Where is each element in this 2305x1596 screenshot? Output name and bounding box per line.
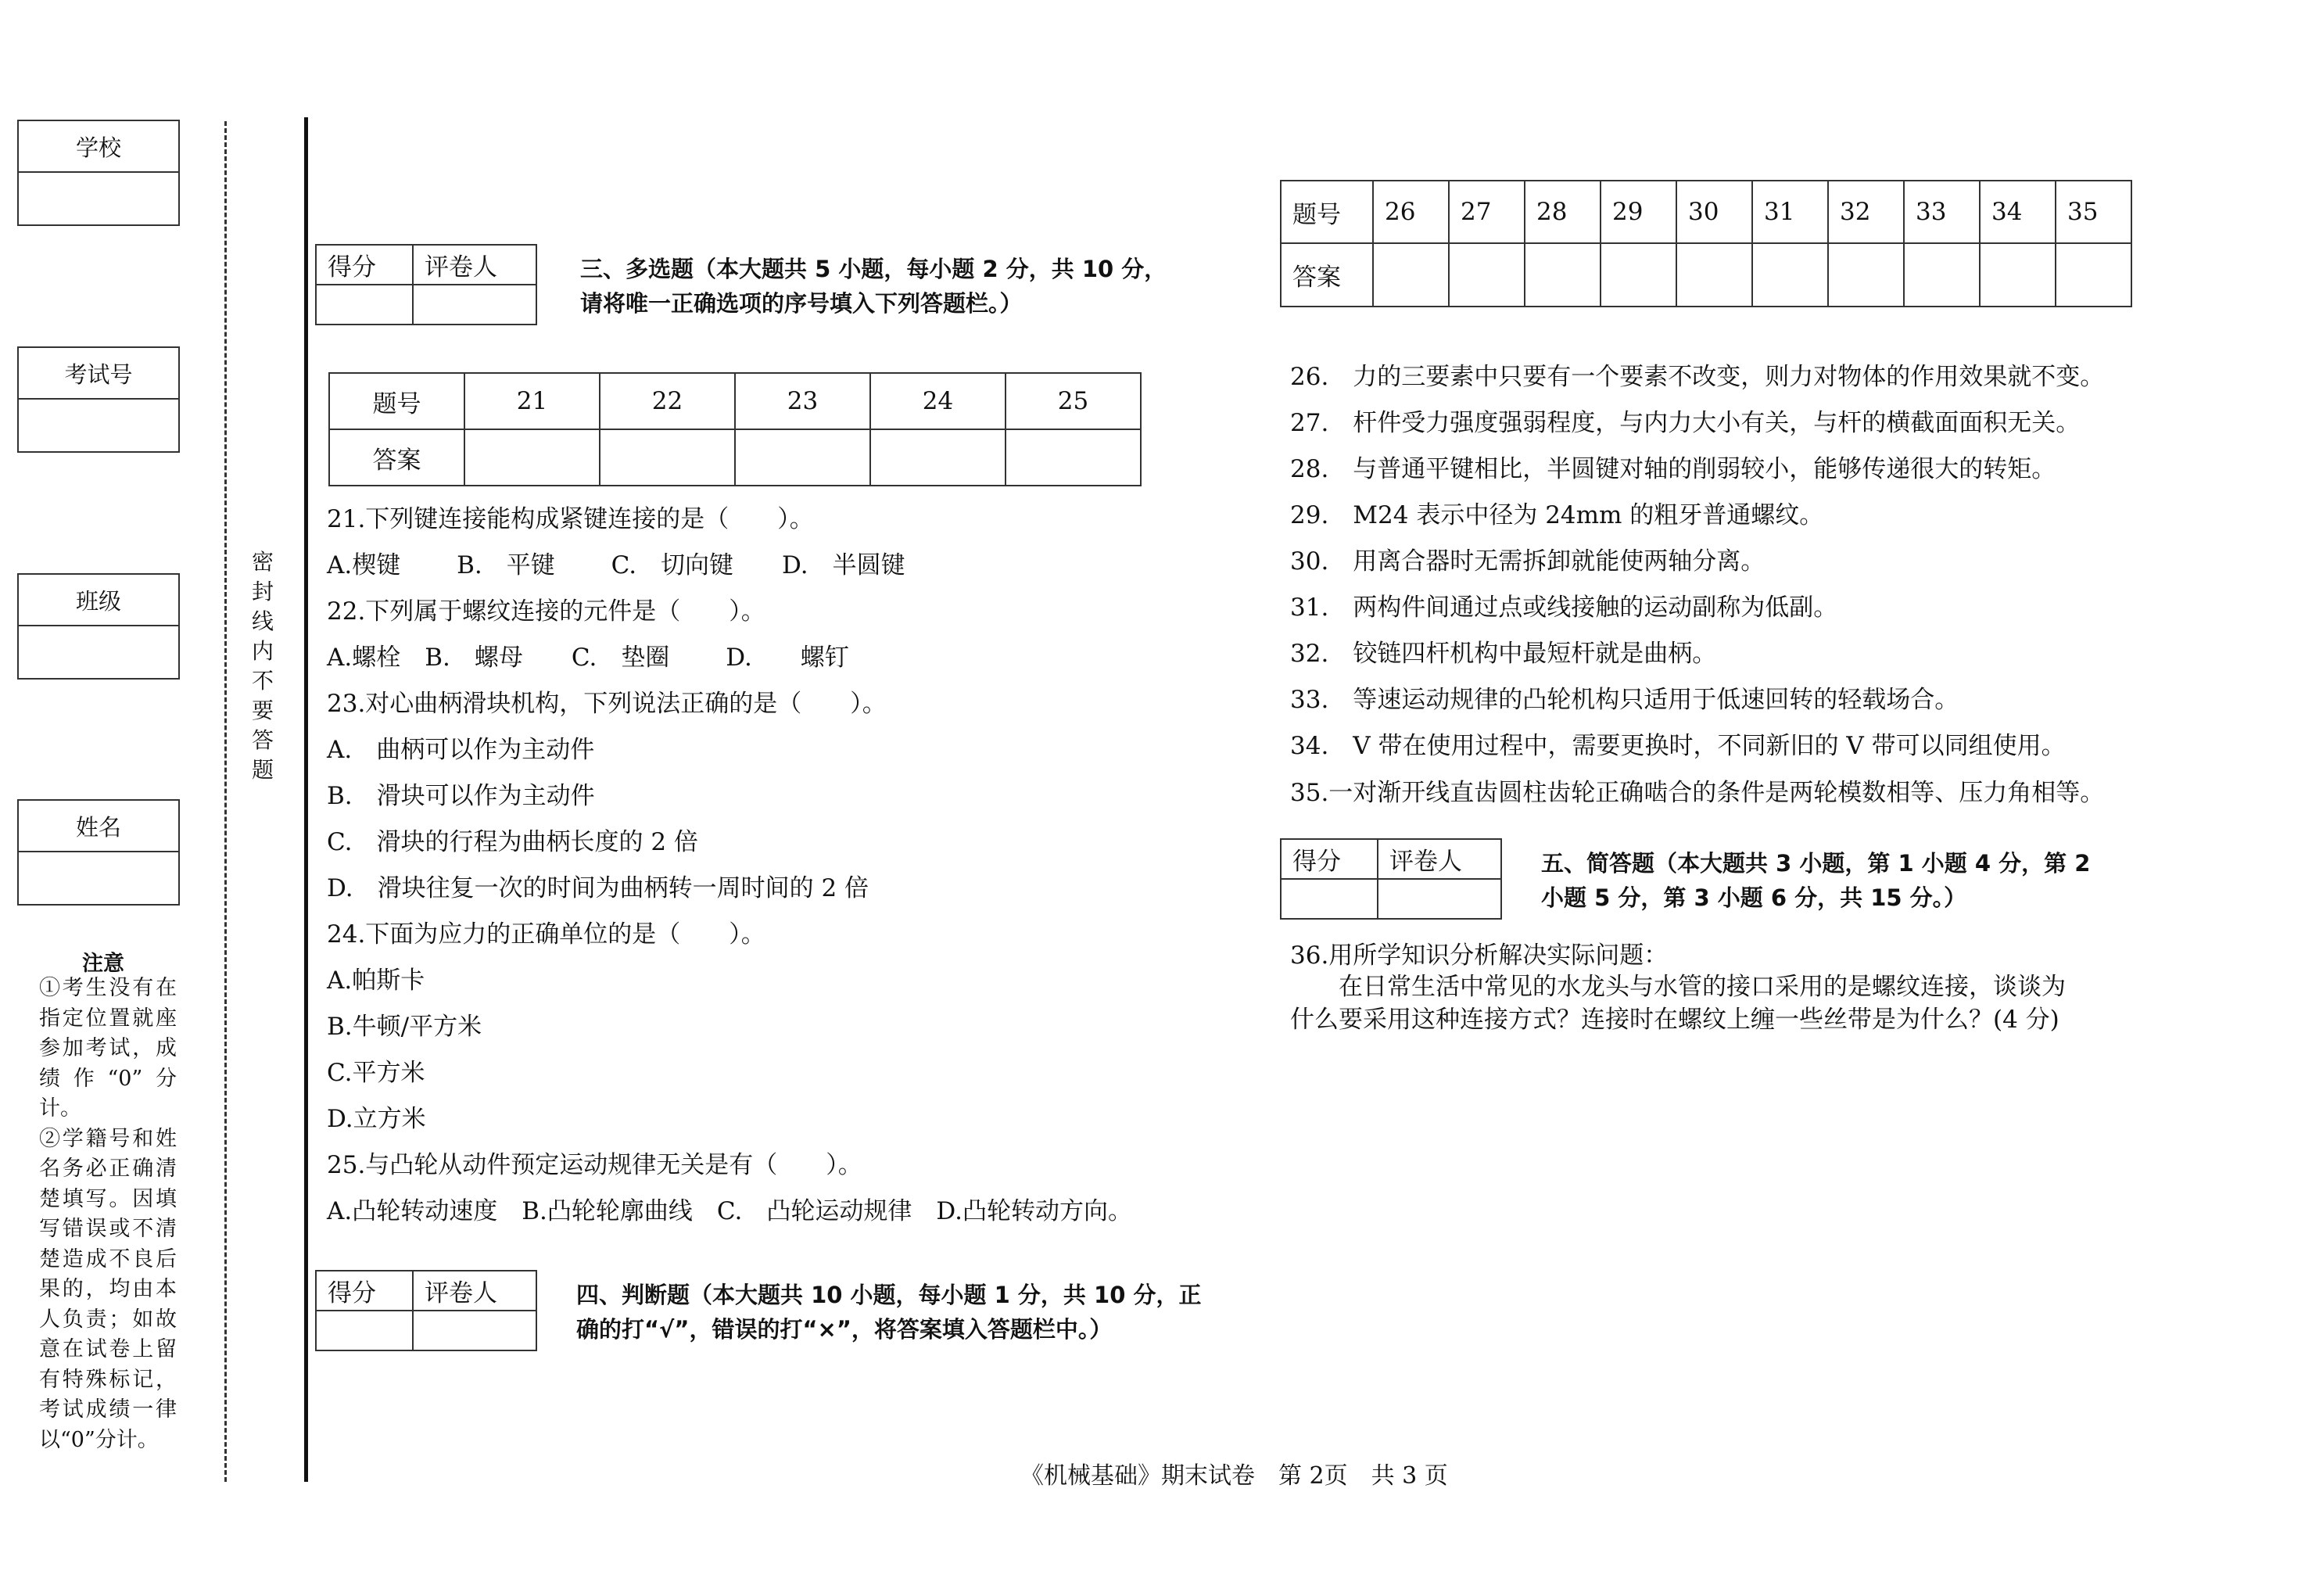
question-line: A.帕斯卡 [327, 967, 425, 995]
answer-cell[interactable] [1828, 243, 1904, 307]
question-line: C.平方米 [327, 1059, 425, 1087]
question-line: C. 滑块的行程为曲柄长度的 2 倍 [327, 828, 698, 856]
answer-cell[interactable] [1980, 243, 2056, 307]
notice-title: 注意 [82, 952, 124, 976]
answer-cell[interactable] [1601, 243, 1676, 307]
answer-header: 答案 [1281, 243, 1373, 307]
class-field [17, 573, 180, 680]
question-line: D.立方米 [327, 1105, 426, 1133]
grader-cell[interactable] [1378, 879, 1501, 919]
name-field [17, 799, 180, 906]
score-label: 得分 [316, 245, 413, 285]
score-cell[interactable] [316, 285, 413, 325]
question-number: 31 [1752, 181, 1828, 243]
notice-text [39, 974, 177, 1455]
school-field [17, 120, 180, 226]
page-footer: 《机械基础》期末试卷 第 2页 共 3 页 [1020, 1462, 1448, 1490]
question-line: 23.对心曲柄滑块机构，下列说法正确的是（ ）。 [327, 690, 887, 718]
question-line: 28. 与普通平键相比，半圆键对轴的削弱较小，能够传递很大的转矩。 [1290, 455, 2056, 483]
question-line: 30. 用离合器时无需拆卸就能使两轴分离。 [1290, 547, 1765, 576]
answer-cell[interactable] [464, 429, 600, 486]
answer-cell[interactable] [1373, 243, 1449, 307]
question-line: 26. 力的三要素中只要有一个要素不改变，则力对物体的作用效果就不变。 [1290, 363, 2105, 391]
answer-header: 答案 [329, 429, 464, 486]
answer-cell[interactable] [600, 429, 735, 486]
question-number: 29 [1601, 181, 1676, 243]
score-box-section5 [1280, 838, 1502, 920]
question-number: 27 [1449, 181, 1525, 243]
grader-cell[interactable] [413, 1311, 536, 1350]
question-number: 26 [1373, 181, 1449, 243]
question-line: 29. M24 表示中径为 24mm 的粗牙普通螺纹。 [1290, 501, 1824, 529]
question-number: 30 [1676, 181, 1752, 243]
answer-table-section3 [328, 372, 1142, 486]
seal-text: 密 封 线 内 不 要 答 题 [251, 549, 274, 783]
score-box-section3 [315, 244, 537, 325]
grader-cell[interactable] [413, 285, 536, 325]
name-label: 姓名 [19, 801, 178, 852]
answer-cell[interactable] [1676, 243, 1752, 307]
margin-rule [304, 117, 308, 1482]
score-cell[interactable] [316, 1311, 413, 1350]
section3-heading: 三、多选题（本大题共 5 小题，每小题 2 分，共 10 分， 请将唯一正确选项的序号填入下列答题栏。） [580, 256, 1167, 317]
answer-cell[interactable] [2056, 243, 2131, 307]
school-label: 学校 [19, 121, 178, 173]
question-line: 35.一对渐开线直齿圆柱齿轮正确啮合的条件是两轮模数相等、压力角相等。 [1290, 779, 2105, 807]
notice-item: ①考生没有在指定位置就座参加考试，成绩作“0”分计。 [39, 976, 177, 1121]
answer-cell[interactable] [1525, 243, 1601, 307]
question-line: A.楔键 B. 平键 C. 切向键 D. 半圆键 [327, 551, 905, 579]
grader-label: 评卷人 [413, 245, 536, 285]
question-line: 24.下面为应力的正确单位的是（ ）。 [327, 920, 765, 949]
question-line: A.螺栓 B. 螺母 C. 垫圈 D. 螺钉 [327, 644, 849, 672]
question-line: 33. 等速运动规律的凸轮机构只适用于低速回转的轻载场合。 [1290, 686, 1959, 714]
answer-table-section4 [1280, 180, 2132, 307]
notice-item: ②学籍号和姓名务必正确清楚填写。因填写错误或不清楚造成不良后果的，均由本人负责；如故意在试卷上留有特殊标记，考试成绩一律以“0”分计。 [39, 1126, 177, 1452]
question-line: A. 曲柄可以作为主动件 [327, 736, 595, 764]
section5-heading: 五、简答题（本大题共 3 小题，第 1 小题 4 分，第 2 小题 5 分，第 3 小题 6 分，共 15 分。） [1541, 850, 2091, 911]
question-line: 34. V 带在使用过程中，需要更换时，不同新旧的 V 带可以同组使用。 [1290, 732, 2066, 760]
question-line: 31. 两构件间通过点或线接触的运动副称为低副。 [1290, 594, 1838, 622]
question-number: 28 [1525, 181, 1601, 243]
score-box-section4 [315, 1270, 537, 1351]
question-line: 在日常生活中常见的水龙头与水管的接口采用的是螺纹连接，谈谈为 [1290, 973, 2066, 1001]
question-line: 32. 铰链四杆机构中最短杆就是曲柄。 [1290, 640, 1717, 668]
question-line: 25.与凸轮从动件预定运动规律无关是有（ ）。 [327, 1151, 862, 1179]
question-number: 25 [1006, 373, 1141, 429]
question-line: 什么要采用这种连接方式？连接时在螺纹上缠一些丝带是为什么？(4 分) [1290, 1006, 2059, 1034]
number-header: 题号 [329, 373, 464, 429]
question-line: D. 滑块往复一次的时间为曲柄转一周时间的 2 倍 [327, 874, 869, 902]
exam-number-label: 考试号 [19, 348, 178, 400]
grader-label: 评卷人 [1378, 839, 1501, 879]
answer-cell[interactable] [735, 429, 870, 486]
answer-cell[interactable] [870, 429, 1006, 486]
question-number: 32 [1828, 181, 1904, 243]
question-line: 21.下列键连接能构成紧键连接的是（ ）。 [327, 505, 814, 533]
score-cell[interactable] [1281, 879, 1378, 919]
score-label: 得分 [1281, 839, 1378, 879]
question-number: 24 [870, 373, 1006, 429]
answer-cell[interactable] [1752, 243, 1828, 307]
question-number: 33 [1904, 181, 1980, 243]
answer-cell[interactable] [1006, 429, 1141, 486]
question-number: 23 [735, 373, 870, 429]
exam-number-field [17, 346, 180, 453]
number-header: 题号 [1281, 181, 1373, 243]
question-number: 35 [2056, 181, 2131, 243]
answer-cell[interactable] [1904, 243, 1980, 307]
section4-heading: 四、判断题（本大题共 10 小题，每小题 1 分，共 10 分，正 确的打“√”，错误的打“×”，将答案填入答题栏中。） [576, 1282, 1202, 1343]
seal-dashed-line [224, 121, 227, 1482]
question-number: 22 [600, 373, 735, 429]
score-label: 得分 [316, 1271, 413, 1311]
question-line: B.牛顿/平方米 [327, 1013, 482, 1041]
question-line: 27. 杆件受力强度强弱程度，与内力大小有关，与杆的横截面面积无关。 [1290, 409, 2081, 437]
question-number: 21 [464, 373, 600, 429]
question-line: B. 滑块可以作为主动件 [327, 782, 595, 810]
question-line: 36.用所学知识分析解决实际问题： [1290, 941, 1669, 970]
class-label: 班级 [19, 575, 178, 626]
grader-label: 评卷人 [413, 1271, 536, 1311]
question-line: 22.下列属于螺纹连接的元件是（ ）。 [327, 597, 765, 626]
question-line: A.凸轮转动速度 B.凸轮轮廓曲线 C. 凸轮运动规律 D.凸轮转动方向。 [327, 1197, 1132, 1225]
answer-cell[interactable] [1449, 243, 1525, 307]
question-number: 34 [1980, 181, 2056, 243]
